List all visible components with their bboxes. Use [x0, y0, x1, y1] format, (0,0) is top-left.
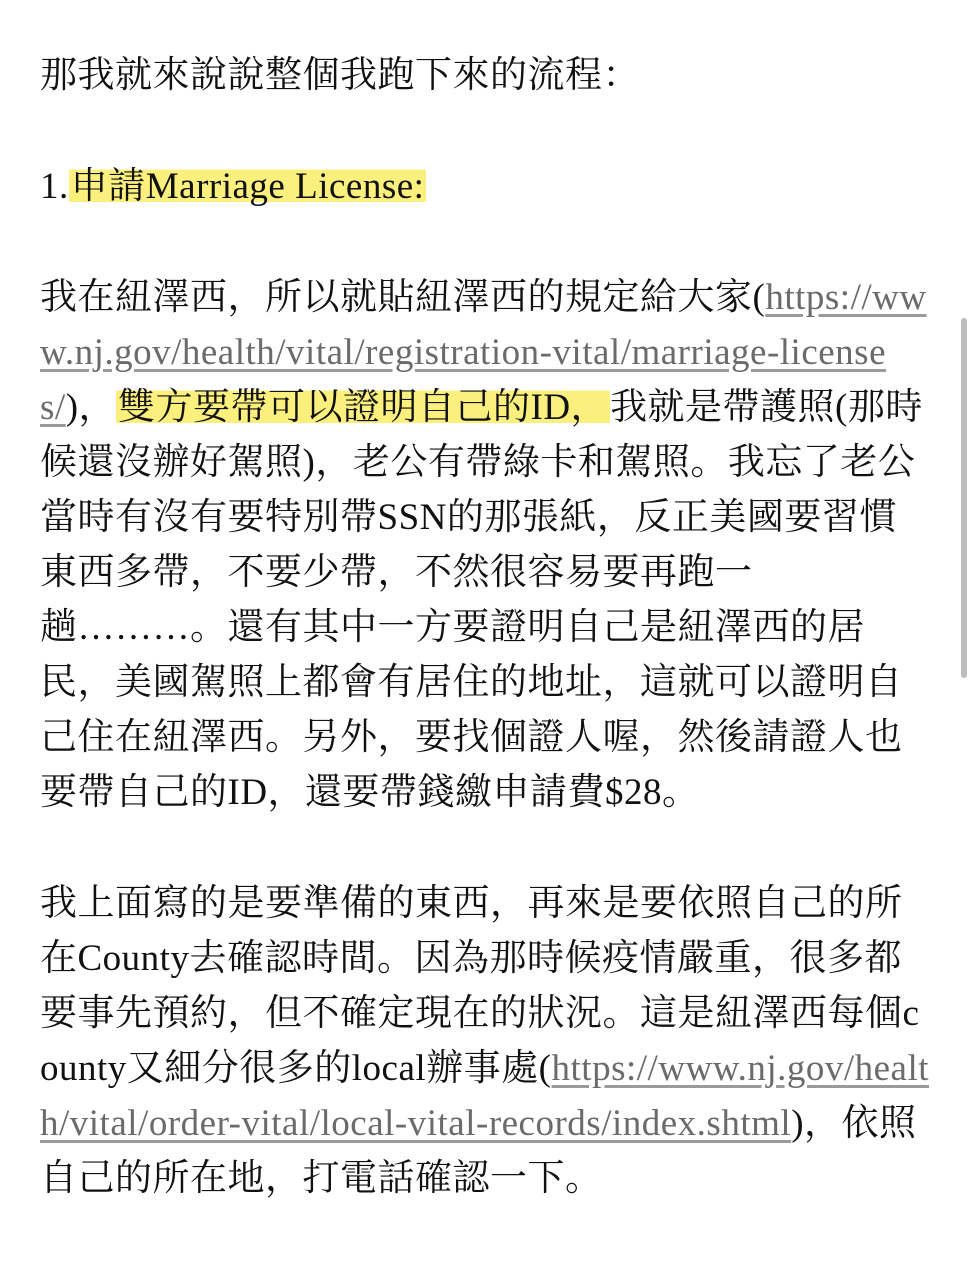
paragraph-gap — [40, 214, 933, 270]
requirements-text-2: )， — [65, 387, 117, 428]
requirements-text-1: 我在紐澤西，所以就貼紐澤西的規定給大家( — [40, 277, 766, 318]
paragraph-gap — [40, 103, 933, 159]
local-vital-records-link[interactable]: https://www.nj.gov/health/vital/order-vital/local-vital-records/index.shtml — [40, 1048, 930, 1144]
id-requirement-highlight: 雙方要帶可以證明自己的ID， — [118, 387, 609, 428]
intro-text: 那我就來說說整個我跑下來的流程： — [40, 55, 640, 96]
scrollbar-thumb[interactable] — [961, 318, 967, 678]
county-text-2: )，依照自己的所在地，打電話確認一下。 — [40, 1103, 917, 1199]
paragraph-gap — [40, 820, 933, 876]
county-text-1: 我上面寫的是要準備的東西，再來是要依照自己的所在County去確認時間。因為那時候疫情嚴重，很多都要事先預約，但不確定現在的狀況。這是紐澤西每個county又細分很多的local辦事處( — [40, 883, 920, 1089]
county-paragraph — [40, 876, 933, 1206]
marriage-license-link[interactable]: https://www.nj.gov/health/vital/registration-vital/marriage-licenses/ — [40, 277, 927, 428]
step-title-highlight: 申請Marriage License: — [70, 166, 425, 207]
requirements-text-3: 我就是帶護照(那時候還沒辦好駕照)，老公有帶綠卡和駕照。我忘了老公當時有沒有要特別帶SSN的那張紙，反正美國要習慣東西多帶，不要少帶，不然很容易要再跑一趟………。還有其中一方要證明自己是紐澤西的居民，美國駕照上都會有居住的地址，這就可以證明自己住在紐澤西。另外，要找個證人喔，然後請證人也要帶自己的ID，還要帶錢繳申請費$28。 — [40, 387, 923, 813]
step-heading — [40, 159, 933, 214]
step-number: 1. — [40, 166, 69, 207]
requirements-paragraph — [40, 270, 933, 820]
